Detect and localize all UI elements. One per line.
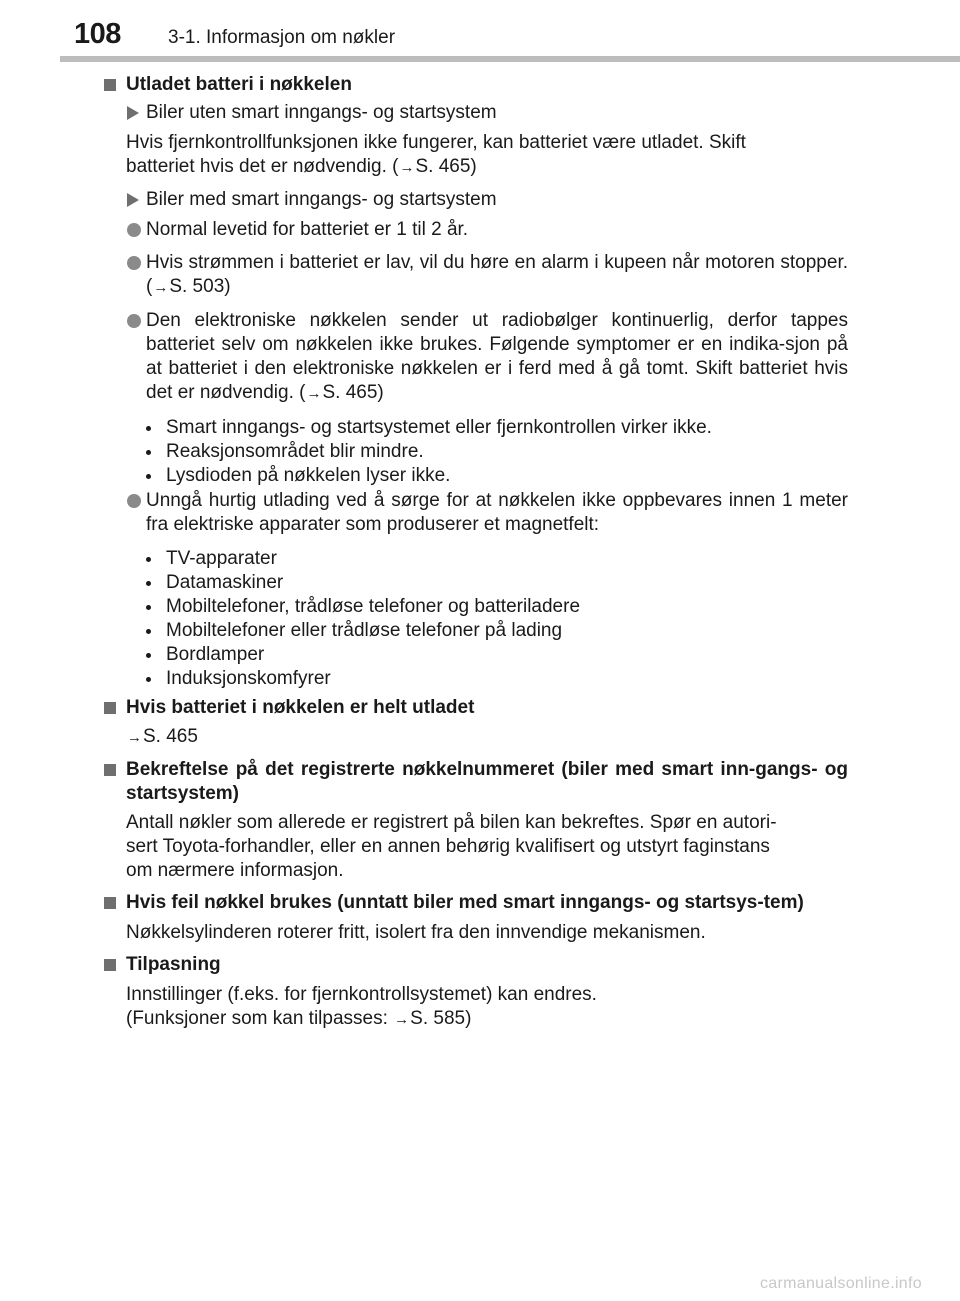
dot-bullet-icon: [146, 581, 151, 586]
circle-bullet-icon: [127, 256, 141, 270]
device-list: [104, 547, 848, 691]
arrow-right-icon: →: [394, 1011, 410, 1028]
square-bullet-icon: [104, 764, 116, 776]
page-content: [104, 70, 848, 1032]
page-header: [0, 0, 960, 62]
header-rule: [60, 56, 960, 62]
square-bullet-icon: [104, 702, 116, 714]
item-alarm: Hvis strømmen i batteriet er lav, vil du høre en alarm i kupeen når motoren stopper. (→S. 503): [104, 251, 848, 300]
arrow-right-icon: →: [399, 159, 415, 176]
dot-bullet-icon: [146, 653, 151, 658]
arrow-right-icon: →: [306, 385, 322, 402]
section-heading-utladet-batteri: Utladet batteri i nøkkelen: [104, 73, 848, 97]
page-reference[interactable]: S. 465): [322, 382, 384, 403]
circle-bullet-icon: [127, 223, 141, 237]
symptom-list: [104, 416, 848, 488]
arrow-right-icon: →: [153, 279, 169, 296]
circle-bullet-icon: [127, 494, 141, 508]
dot-bullet-icon: [146, 629, 151, 634]
triangle-bullet-icon: [127, 193, 139, 207]
item-radiobolger: Den elektroniske nøkkelen sender ut radiobølger kontinuerlig, derfor tappes batteriet selv om nøkkelen ikke brukes. Følgende symptomer er en indika-sjon på at batteriet i den elektroniske nøkkelen er i ferd med å gå tomt. Skift batteriet hvis det er nødvendig. (→S. 465): [104, 309, 848, 406]
section-heading-tilpasning: Tilpasning: [104, 953, 848, 977]
dot-bullet-icon: [146, 426, 151, 431]
square-bullet-icon: [104, 959, 116, 971]
item-hurtig-utlading: Unngå hurtig utlading ved å sørge for at nøkkelen ikke oppbevares innen 1 meter fra elektriske apparater som produserer et magnetfelt:: [104, 489, 848, 537]
dot-bullet-icon: [146, 677, 151, 682]
circle-bullet-icon: [127, 314, 141, 328]
section-heading-bekreftelse: Bekreftelse på det registrerte nøkkelnummeret (biler med smart inn-gangs- og startsystem): [104, 758, 848, 806]
triangle-bullet-icon: [127, 106, 139, 120]
subsection-med-smart: Biler med smart inngangs- og startsystem: [104, 188, 848, 212]
paragraph-innstillinger: Innstillinger (f.eks. for fjernkontrollsystemet) kan endres. (Funksjoner som kan tilpasses: →S. 585): [126, 984, 597, 1029]
dot-bullet-icon: [146, 474, 151, 479]
list-item: Lysdioden på nøkkelen lyser ikke.: [104, 464, 848, 488]
list-item: TV-apparater: [104, 547, 848, 571]
square-bullet-icon: [104, 897, 116, 909]
list-item: Mobiltelefoner eller trådløse telefoner på lading: [104, 619, 848, 643]
page-reference[interactable]: S. 585): [410, 1008, 472, 1029]
page-number: 108: [74, 18, 121, 50]
section-heading-helt-utladet: Hvis batteriet i nøkkelen er helt utladet: [104, 696, 848, 720]
square-bullet-icon: [104, 79, 116, 91]
section-heading-feil-nokkel: Hvis feil nøkkel brukes (unntatt biler med smart inngangs- og startsys-tem): [104, 891, 848, 915]
arrow-right-icon: →: [127, 729, 142, 746]
subsection-uten-smart: Biler uten smart inngangs- og startsystem: [104, 101, 848, 125]
page-reference[interactable]: S. 503): [169, 276, 231, 297]
paragraph-fjernkontroll: Hvis fjernkontrollfunksjonen ikke fungerer, kan batteriet være utladet. Skift batteriet hvis det er nødvendig. (→S. 465): [126, 132, 746, 177]
dot-bullet-icon: [146, 605, 151, 610]
watermark: carmanualsonline.info: [760, 1275, 922, 1292]
list-item: Smart inngangs- og startsystemet eller fjernkontrollen virker ikke.: [104, 416, 848, 440]
dot-bullet-icon: [146, 557, 151, 562]
list-item: Induksjonskomfyrer: [104, 667, 848, 691]
list-item: Reaksjonsområdet blir mindre.: [104, 440, 848, 464]
chapter-title: 3-1. Informasjon om nøkler: [168, 27, 396, 48]
item-levetid: Normal levetid for batteriet er 1 til 2 år.: [104, 218, 848, 242]
paragraph-nokkelsylinder: Nøkkelsylinderen roterer fritt, isolert fra den innvendige mekanismen.: [126, 922, 706, 943]
page-reference[interactable]: S. 465): [415, 156, 477, 177]
list-item: Datamaskiner: [104, 571, 848, 595]
paragraph-ref-465: [104, 725, 848, 750]
dot-bullet-icon: [146, 450, 151, 455]
paragraph-antall-nokler: Antall nøkler som allerede er registrert på bilen kan bekreftes. Spør en autori- sert Toyota-forhandler, eller en annen behørig kvalifisert og utstyrt faginstans om nærmere informasjon.: [126, 812, 777, 881]
list-item: Bordlamper: [104, 643, 848, 667]
list-item: Mobiltelefoner, trådløse telefoner og batteriladere: [104, 595, 848, 619]
page-reference[interactable]: S. 465: [143, 726, 198, 747]
